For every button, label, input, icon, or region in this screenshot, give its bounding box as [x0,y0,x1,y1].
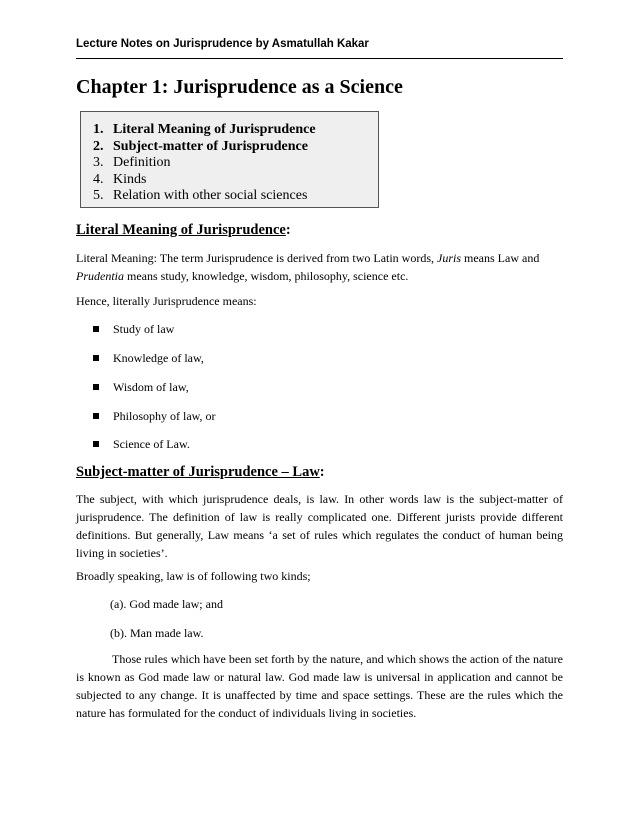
bullet-item [93,351,204,366]
latin-term-juris: Juris [437,251,462,265]
bullet-text: Knowledge of law, [113,351,204,365]
paragraph-broadly: Broadly speaking, law is of following two kinds; [76,569,311,583]
bullet-item [93,409,216,424]
toc-item-label: Definition [113,155,171,170]
toc-item-label: Relation with other social sciences [113,188,308,203]
paragraph-hence: Hence, literally Jurisprudence means: [76,294,257,308]
section-heading-suffix: : [319,464,325,480]
bullet-square-icon [93,355,99,361]
header-rule [76,58,563,59]
toc-item [93,172,316,189]
toc-item-number: 4. [93,171,104,187]
bullet-square-icon [93,384,99,390]
bullet-square-icon [93,413,99,419]
bullet-text: Science of Law. [113,437,190,451]
kind-item: (a). God made law; and [110,597,223,611]
section-heading-subject-matter [76,464,325,481]
paragraph-subject: The subject, with which jurisprudence deals, is law. In other words law is the subject-matter of jurisprudence. The definition of law is really complicated one. Different jurists provide different definitions. But generally, Law means ‘a set of rules which regulates the conduct of human being living in societies’. [76,492,563,560]
page-header: Lecture Notes on Jurisprudence by Asmatullah Kakar [76,38,369,50]
section-heading-literal-meaning [76,222,291,239]
toc-item-label: Kinds [113,171,147,187]
toc-item-number: 5. [93,188,104,203]
text-run: Literal Meaning: The term Jurisprudence is derived from two Latin words, [76,251,438,265]
toc-item-number: 1. [93,122,104,137]
section-heading-text: Literal Meaning of Jurisprudence [76,222,286,238]
paragraph-natural-law: Those rules which have been set forth by the nature, and which shows the action of the nature is known as God made law or natural law. God made law is universal in application and cannot be subjected to any change. It is unaffected by time and space settings. These are the rules which the nature has formulated for the conduct of individuals living in societies. [76,652,563,720]
section-heading-suffix: : [285,222,291,238]
chapter-title: Chapter 1: Jurisprudence as a Science [76,76,403,98]
toc-item [93,155,316,172]
toc-item-label: Subject-matter of Jurisprudence [113,138,308,154]
toc-item-label: Literal Meaning of Jurisprudence [113,122,316,137]
toc-item [93,188,316,205]
bullet-square-icon [93,441,99,447]
text-run: means Law and [461,251,540,265]
paragraph-literal-meaning [76,249,563,285]
latin-term-prudentia: Prudentia [76,269,124,283]
bullet-text: Wisdom of law, [113,380,189,394]
bullet-text: Study of law [113,322,175,336]
bullet-item [93,322,174,337]
toc-item-number: 3. [93,155,104,170]
kind-item: (b). Man made law. [110,626,204,640]
section-heading-text: Subject-matter of Jurisprudence – Law [76,464,320,480]
bullet-item [93,437,190,452]
text-run: means study, knowledge, wisdom, philosophy, science etc. [124,269,409,283]
bullet-text: Philosophy of law, or [113,409,216,423]
toc-item [93,139,316,156]
toc-item [93,122,316,139]
table-of-contents [80,111,379,208]
bullet-item [93,380,189,395]
bullet-square-icon [93,326,99,332]
toc-item-number: 2. [93,138,104,154]
